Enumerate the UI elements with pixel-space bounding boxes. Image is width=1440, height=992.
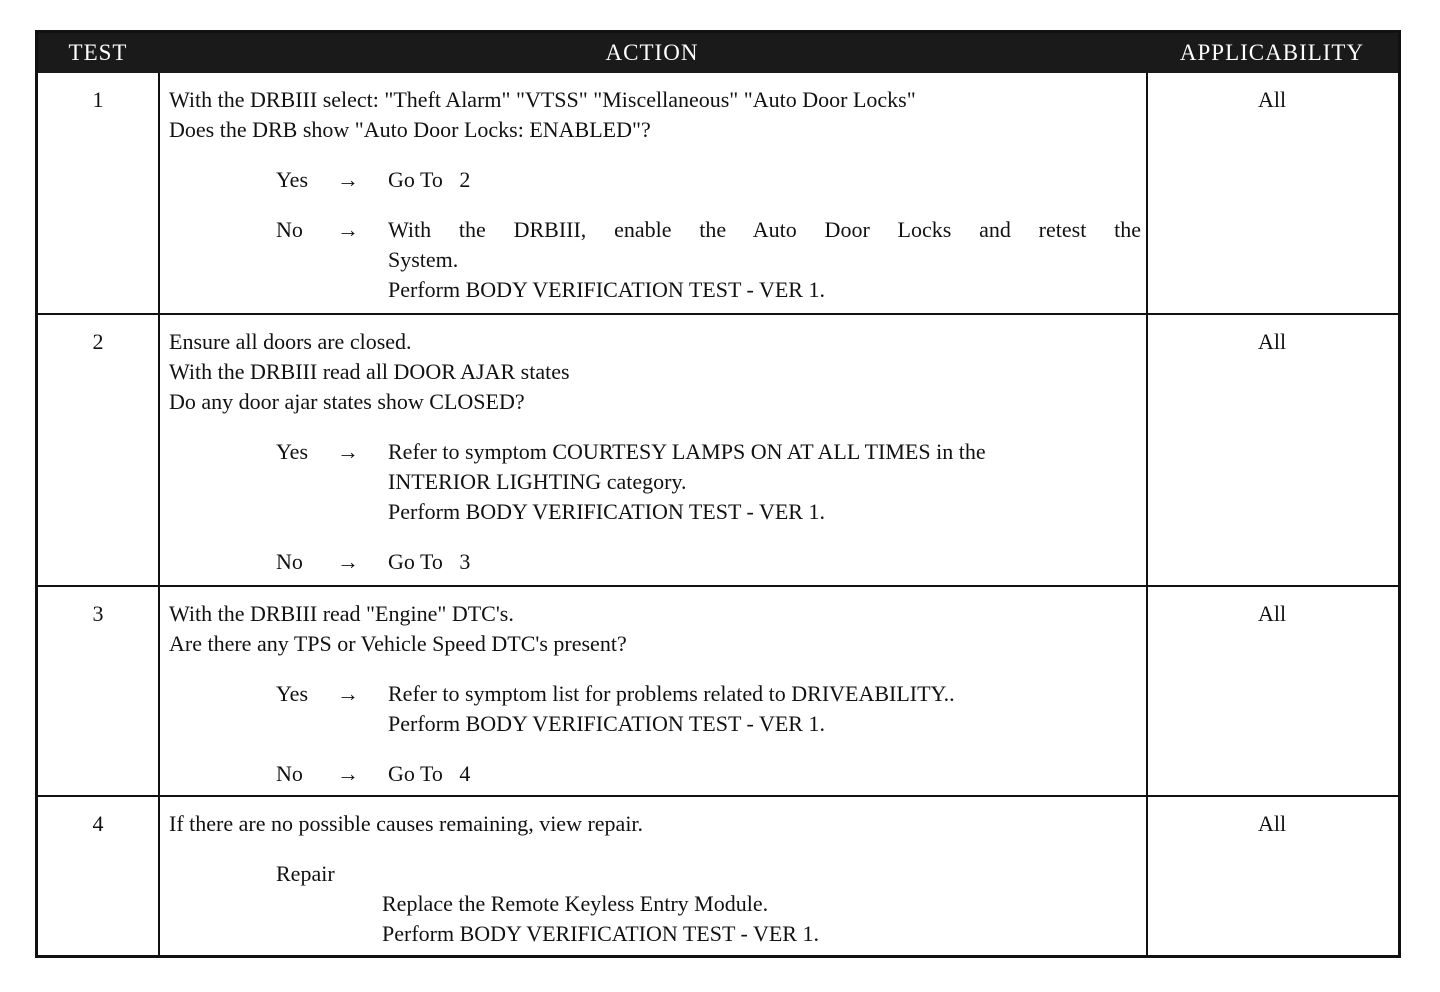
- no-label: No: [276, 217, 303, 242]
- no-branch: [169, 215, 1141, 305]
- right-arrow-icon: →: [337, 439, 359, 464]
- result-line: Perform BODY VERIFICATION TEST - VER 1.: [388, 499, 825, 524]
- header-action: ACTION: [605, 40, 699, 65]
- yes-branch: [169, 679, 1141, 739]
- repair-line: Perform BODY VERIFICATION TEST - VER 1.: [382, 921, 819, 946]
- repair-line: Replace the Remote Keyless Entry Module.: [382, 891, 769, 916]
- table-row-test-4: [38, 795, 1398, 955]
- right-arrow-icon: →: [337, 761, 359, 786]
- result-line: INTERIOR LIGHTING category.: [388, 469, 687, 494]
- table-header-row: [38, 33, 1398, 73]
- question-line: Do any door ajar states show CLOSED?: [169, 389, 525, 414]
- right-arrow-icon: →: [337, 681, 359, 706]
- result-line: Go To 4: [388, 761, 471, 786]
- yes-branch: [169, 437, 1141, 527]
- test-number: 1: [92, 87, 104, 112]
- yes-branch: [169, 165, 1141, 195]
- no-branch: [169, 547, 1141, 577]
- table-row-test-2: [38, 313, 1398, 585]
- right-arrow-icon: →: [337, 217, 359, 242]
- result-line: Refer to symptom COURTESY LAMPS ON AT ALL TIMES in the: [388, 439, 986, 464]
- repair-label: Repair: [276, 861, 335, 886]
- yes-label: Yes: [276, 439, 309, 464]
- yes-result: [388, 165, 1141, 195]
- question-line: Are there any TPS or Vehicle Speed DTC's present?: [169, 631, 627, 656]
- repair-block: [169, 859, 1141, 949]
- no-result: [388, 215, 1141, 305]
- applicability-value: All: [1257, 87, 1287, 112]
- question-line: Ensure all doors are closed.: [169, 329, 412, 354]
- action-cell: [169, 85, 1141, 305]
- question-line: If there are no possible causes remaining, view repair.: [169, 811, 644, 836]
- header-applicability: APPLICABILITY: [1179, 40, 1365, 65]
- diagnostic-test-table: [35, 30, 1401, 958]
- yes-result: [388, 679, 1141, 739]
- table-row-test-1: [38, 73, 1398, 313]
- question-line: With the DRBIII select: "Theft Alarm" "VTSS" "Miscellaneous" "Auto Door Locks": [169, 87, 916, 112]
- applicability-value: All: [1257, 329, 1287, 354]
- right-arrow-icon: →: [337, 167, 359, 192]
- result-line: Go To 3: [388, 549, 471, 574]
- yes-label: Yes: [276, 167, 309, 192]
- table-row-test-3: [38, 585, 1398, 795]
- no-label: No: [276, 549, 303, 574]
- test-number: 4: [92, 811, 104, 836]
- no-result: [388, 759, 1141, 789]
- applicability-value: All: [1257, 601, 1287, 626]
- no-result: [388, 547, 1141, 577]
- action-cell: [169, 809, 1141, 949]
- result-line: Refer to symptom list for problems related to DRIVEABILITY..: [388, 681, 955, 706]
- question-line: With the DRBIII read "Engine" DTC's.: [169, 601, 514, 626]
- test-number: 3: [92, 601, 104, 626]
- test-number: 2: [92, 329, 104, 354]
- result-line: Go To 2: [388, 167, 471, 192]
- no-label: No: [276, 761, 303, 786]
- header-test: TEST: [68, 40, 128, 65]
- repair-instructions: [382, 889, 1141, 949]
- action-cell: [169, 327, 1141, 577]
- action-cell: [169, 599, 1141, 789]
- no-branch: [169, 759, 1141, 789]
- result-line: Perform BODY VERIFICATION TEST - VER 1.: [388, 277, 825, 302]
- yes-label: Yes: [276, 681, 309, 706]
- result-line: With the DRBIII, enable the Auto Door Locks and retest the: [388, 217, 1141, 242]
- right-arrow-icon: →: [337, 549, 359, 574]
- question-line: With the DRBIII read all DOOR AJAR states: [169, 359, 570, 384]
- applicability-value: All: [1257, 811, 1287, 836]
- question-line: Does the DRB show "Auto Door Locks: ENABLED"?: [169, 117, 651, 142]
- result-line: System.: [388, 247, 459, 272]
- yes-result: [388, 437, 1141, 527]
- result-line: Perform BODY VERIFICATION TEST - VER 1.: [388, 711, 825, 736]
